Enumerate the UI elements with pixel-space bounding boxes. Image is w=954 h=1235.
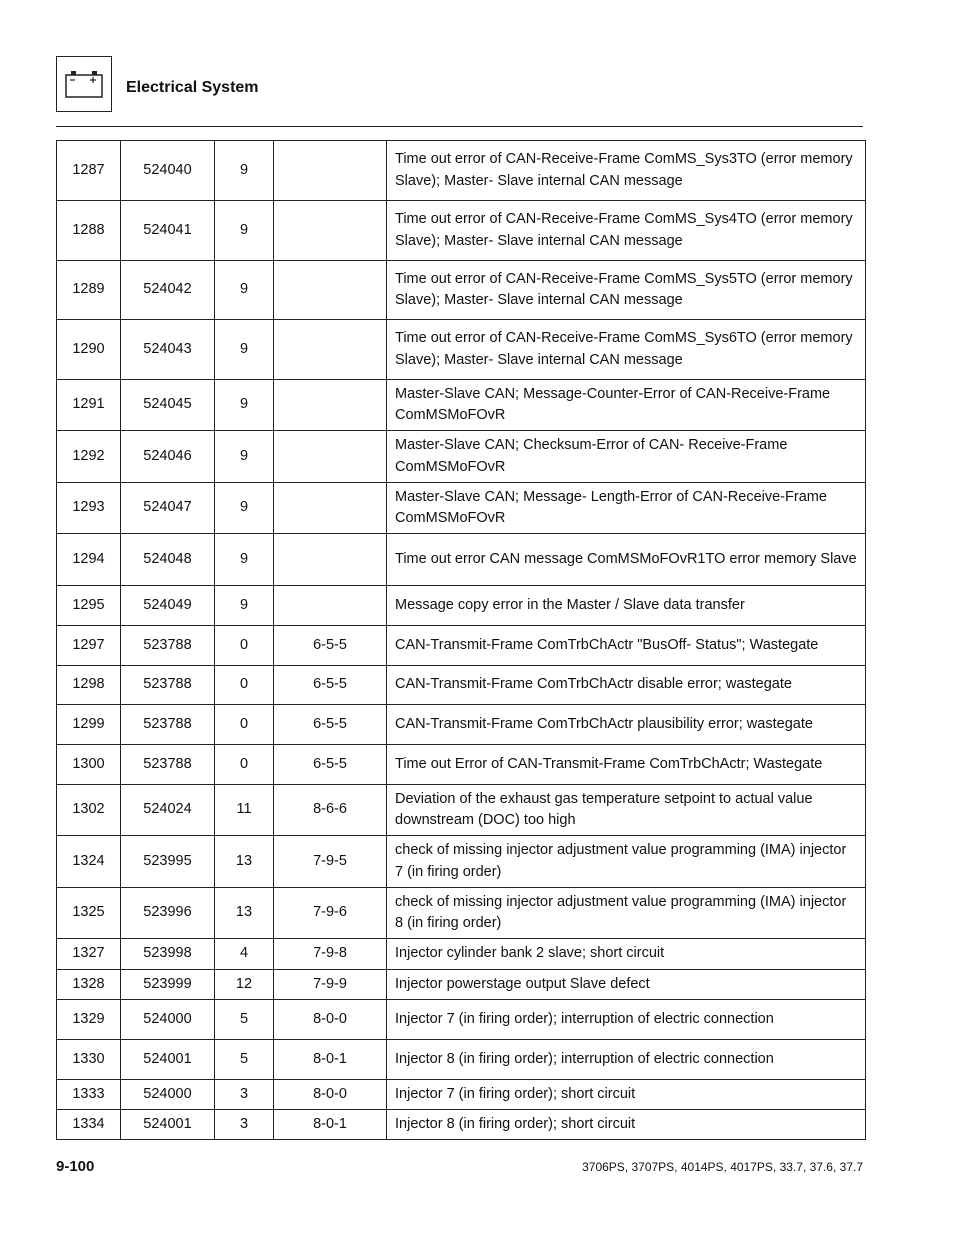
description-cell: check of missing injector adjustment value programming (IMA) injector 8 (in firing order): [387, 888, 866, 939]
table-row: [57, 666, 866, 705]
table-row: [57, 785, 866, 836]
description-cell: Message copy error in the Master / Slave data transfer: [387, 586, 866, 626]
blink-code-cell: 8-0-0: [274, 1000, 387, 1040]
section-title: Electrical System: [126, 79, 259, 96]
fault-code-cell: 1290: [57, 320, 121, 380]
fault-code-cell: 1291: [57, 380, 121, 431]
fmi-cell: 5: [215, 1040, 274, 1080]
table-row: [57, 483, 866, 534]
description-cell: Injector 8 (in firing order); short circuit: [387, 1110, 866, 1140]
table-row: [57, 380, 866, 431]
model-list: 3706PS, 3707PS, 4014PS, 4017PS, 33.7, 37.6, 37.7: [582, 1160, 863, 1174]
table-row: [57, 836, 866, 888]
blink-code-cell: 7-9-5: [274, 836, 387, 888]
fmi-cell: 9: [215, 320, 274, 380]
spn-cell: 524024: [121, 785, 215, 836]
fault-code-cell: 1300: [57, 745, 121, 785]
description-cell: Injector cylinder bank 2 slave; short circuit: [387, 939, 866, 970]
fmi-cell: 13: [215, 836, 274, 888]
fault-code-cell: 1298: [57, 666, 121, 705]
blink-code-cell: 7-9-6: [274, 888, 387, 939]
fmi-cell: 9: [215, 141, 274, 201]
table-row: [57, 201, 866, 261]
table-row: [57, 261, 866, 320]
fmi-cell: 9: [215, 380, 274, 431]
blink-code-cell: 8-0-0: [274, 1080, 387, 1110]
fmi-cell: 9: [215, 261, 274, 320]
description-cell: Time out Error of CAN-Transmit-Frame ComTrbChActr; Wastegate: [387, 745, 866, 785]
description-cell: Time out error CAN message ComMSMoFOvR1TO error memory Slave: [387, 534, 866, 586]
fault-code-cell: 1325: [57, 888, 121, 939]
fmi-cell: 9: [215, 431, 274, 483]
table-row: [57, 1110, 866, 1140]
page-number: 9-100: [56, 1158, 95, 1175]
spn-cell: 523788: [121, 705, 215, 745]
spn-cell: 524000: [121, 1080, 215, 1110]
spn-cell: 523998: [121, 939, 215, 970]
description-cell: Time out error of CAN-Receive-Frame ComMS_Sys6TO (error memory Slave); Master- Slave internal CAN message: [387, 320, 866, 380]
spn-cell: 524048: [121, 534, 215, 586]
section-icon-box: [56, 56, 112, 112]
fmi-cell: 9: [215, 534, 274, 586]
table-row: [57, 431, 866, 483]
fmi-cell: 3: [215, 1110, 274, 1140]
table-row: [57, 586, 866, 626]
spn-cell: 524047: [121, 483, 215, 534]
description-cell: Master-Slave CAN; Message- Length-Error of CAN-Receive-Frame ComMSMoFOvR: [387, 483, 866, 534]
fault-code-table: [56, 140, 866, 1140]
fault-code-cell: 1299: [57, 705, 121, 745]
blink-code-cell: [274, 201, 387, 261]
blink-code-cell: 6-5-5: [274, 705, 387, 745]
fault-code-cell: 1293: [57, 483, 121, 534]
spn-cell: 524049: [121, 586, 215, 626]
blink-code-cell: [274, 380, 387, 431]
description-cell: Injector powerstage output Slave defect: [387, 970, 866, 1000]
fault-code-cell: 1302: [57, 785, 121, 836]
description-cell: Injector 7 (in firing order); short circuit: [387, 1080, 866, 1110]
description-cell: CAN-Transmit-Frame ComTrbChActr disable error; wastegate: [387, 666, 866, 705]
blink-code-cell: [274, 320, 387, 380]
fault-code-cell: 1289: [57, 261, 121, 320]
fmi-cell: 12: [215, 970, 274, 1000]
blink-code-cell: [274, 261, 387, 320]
blink-code-cell: [274, 534, 387, 586]
table-row: [57, 888, 866, 939]
spn-cell: 524001: [121, 1040, 215, 1080]
blink-code-cell: [274, 141, 387, 201]
fault-code-cell: 1297: [57, 626, 121, 666]
blink-code-cell: 7-9-9: [274, 970, 387, 1000]
fault-code-cell: 1334: [57, 1110, 121, 1140]
blink-code-cell: 6-5-5: [274, 626, 387, 666]
table-row: [57, 141, 866, 201]
blink-code-cell: 7-9-8: [274, 939, 387, 970]
table-row: [57, 939, 866, 970]
blink-code-cell: 8-0-1: [274, 1110, 387, 1140]
fault-code-cell: 1329: [57, 1000, 121, 1040]
spn-cell: 524043: [121, 320, 215, 380]
spn-cell: 524040: [121, 141, 215, 201]
fmi-cell: 0: [215, 626, 274, 666]
spn-cell: 523995: [121, 836, 215, 888]
description-cell: Time out error of CAN-Receive-Frame ComMS_Sys4TO (error memory Slave); Master- Slave internal CAN message: [387, 201, 866, 261]
fault-code-cell: 1328: [57, 970, 121, 1000]
fmi-cell: 4: [215, 939, 274, 970]
description-cell: CAN-Transmit-Frame ComTrbChActr plausibility error; wastegate: [387, 705, 866, 745]
spn-cell: 524042: [121, 261, 215, 320]
table-row: [57, 534, 866, 586]
fmi-cell: 0: [215, 745, 274, 785]
spn-cell: 524046: [121, 431, 215, 483]
description-cell: CAN-Transmit-Frame ComTrbChActr "BusOff- Status"; Wastegate: [387, 626, 866, 666]
blink-code-cell: [274, 483, 387, 534]
spn-cell: 523788: [121, 745, 215, 785]
fmi-cell: 0: [215, 666, 274, 705]
fmi-cell: 9: [215, 483, 274, 534]
description-cell: Master-Slave CAN; Message-Counter-Error of CAN-Receive-Frame ComMSMoFOvR: [387, 380, 866, 431]
table-row: [57, 1040, 866, 1080]
spn-cell: 524045: [121, 380, 215, 431]
fault-code-cell: 1295: [57, 586, 121, 626]
description-cell: Master-Slave CAN; Checksum-Error of CAN- Receive-Frame ComMSMoFOvR: [387, 431, 866, 483]
fault-code-cell: 1330: [57, 1040, 121, 1080]
description-cell: Injector 7 (in firing order); interruption of electric connection: [387, 1000, 866, 1040]
header-divider: [56, 126, 863, 127]
spn-cell: 524000: [121, 1000, 215, 1040]
blink-code-cell: 8-0-1: [274, 1040, 387, 1080]
fmi-cell: 5: [215, 1000, 274, 1040]
fmi-cell: 9: [215, 201, 274, 261]
fmi-cell: 11: [215, 785, 274, 836]
fault-code-cell: 1292: [57, 431, 121, 483]
blink-code-cell: 8-6-6: [274, 785, 387, 836]
table-row: [57, 970, 866, 1000]
battery-icon: [65, 71, 103, 99]
spn-cell: 523788: [121, 626, 215, 666]
description-cell: Injector 8 (in firing order); interruption of electric connection: [387, 1040, 866, 1080]
spn-cell: 523996: [121, 888, 215, 939]
spn-cell: 523999: [121, 970, 215, 1000]
blink-code-cell: [274, 586, 387, 626]
fault-code-cell: 1333: [57, 1080, 121, 1110]
table-row: [57, 745, 866, 785]
table-row: [57, 626, 866, 666]
spn-cell: 523788: [121, 666, 215, 705]
fmi-cell: 9: [215, 586, 274, 626]
fault-code-cell: 1324: [57, 836, 121, 888]
description-cell: Time out error of CAN-Receive-Frame ComMS_Sys3TO (error memory Slave); Master- Slave internal CAN message: [387, 141, 866, 201]
spn-cell: 524041: [121, 201, 215, 261]
table-row: [57, 1080, 866, 1110]
table-row: [57, 320, 866, 380]
blink-code-cell: [274, 431, 387, 483]
fmi-cell: 13: [215, 888, 274, 939]
table-row: [57, 705, 866, 745]
blink-code-cell: 6-5-5: [274, 745, 387, 785]
description-cell: Time out error of CAN-Receive-Frame ComMS_Sys5TO (error memory Slave); Master- Slave internal CAN message: [387, 261, 866, 320]
fault-code-cell: 1288: [57, 201, 121, 261]
fault-code-cell: 1287: [57, 141, 121, 201]
blink-code-cell: 6-5-5: [274, 666, 387, 705]
description-cell: check of missing injector adjustment value programming (IMA) injector 7 (in firing order): [387, 836, 866, 888]
fmi-cell: 3: [215, 1080, 274, 1110]
fmi-cell: 0: [215, 705, 274, 745]
spn-cell: 524001: [121, 1110, 215, 1140]
table-row: [57, 1000, 866, 1040]
description-cell: Deviation of the exhaust gas temperature setpoint to actual value downstream (DOC) too high: [387, 785, 866, 836]
fault-code-cell: 1327: [57, 939, 121, 970]
fault-code-cell: 1294: [57, 534, 121, 586]
